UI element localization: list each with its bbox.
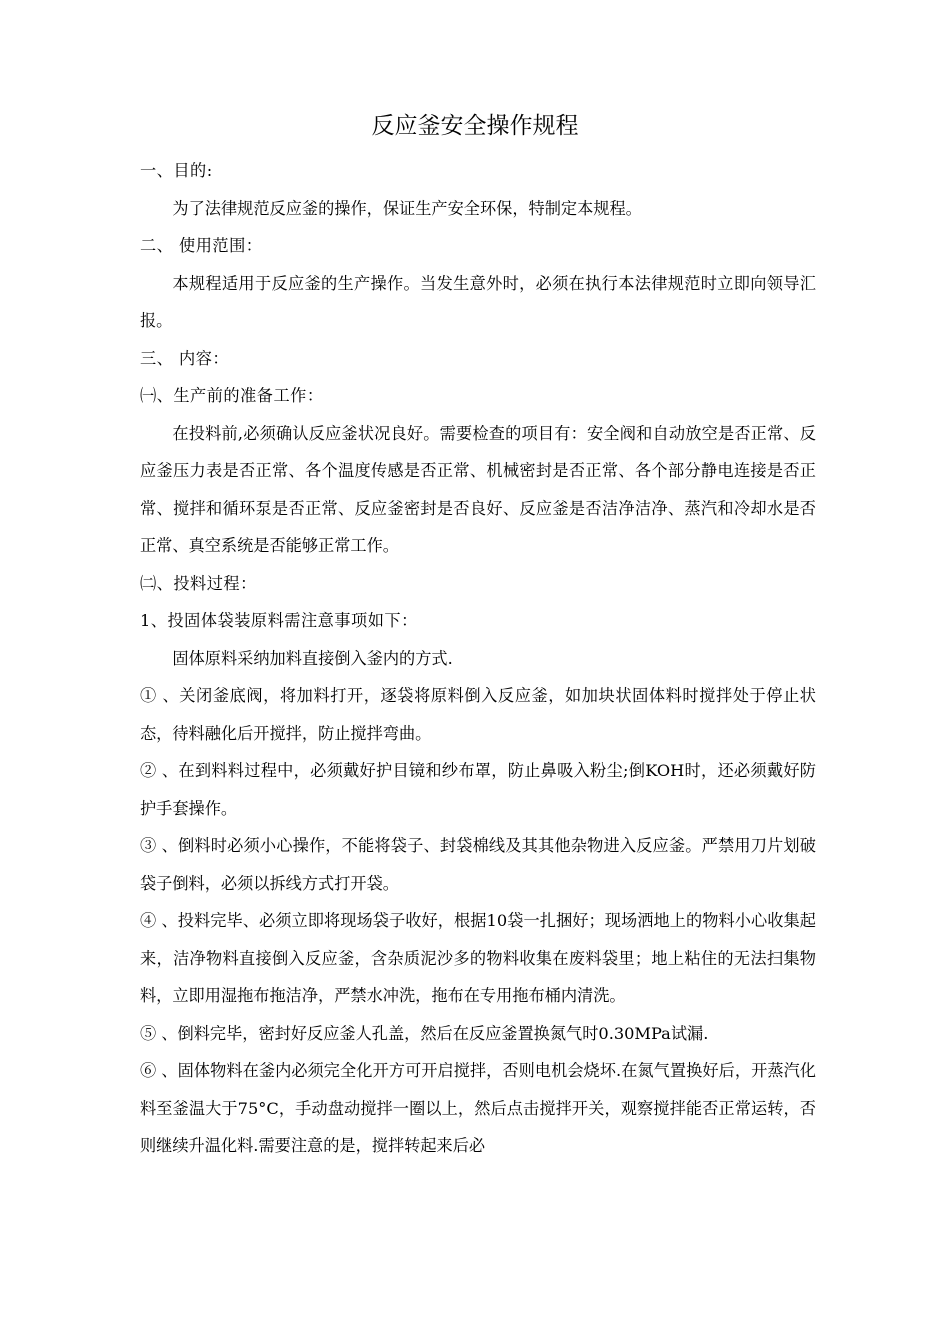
scope-heading: 二、 使用范围：: [140, 236, 263, 255]
prep-text: 在投料前,必须确认反应釜状况良好。需要检查的项目有：安全阀和自动放空是否正常、反应釜压力表是否正常、各个温度传感是否正常、机械密封是否正常、各个部分静电连接是否正常、搅拌和循环泵是否正常、反应釜密封是否良好、反应釜是否洁净洁净、蒸汽和冷却水是否正常、真空系统是否能够正常工作。: [140, 423, 816, 555]
scope-text: 本规程适用于反应釜的生产操作。当发生意外时，必须在执行本法律规范时立即向领导汇报。: [140, 273, 816, 330]
list-item-6: ⑥ 、固体物料在釜内必须完全化开方可开启搅拌，否则电机会烧坏.在氮气置换好后，开蒸汽化料至釜温大于75°C，手动盘动搅拌一圈以上，然后点击搅拌开关，观察搅拌能否正常运转，否则继续升温化料.需要注意的是，搅拌转起来后必: [140, 1061, 816, 1155]
document-title: 反应釜安全操作规程: [371, 113, 579, 139]
feeding-heading: ㈡、投料过程：: [140, 573, 257, 593]
list-item-2: ② 、在到料料过程中，必须戴好护目镜和纱布罩，防止鼻吸入粉尘;倒KOH时，还必须戴好防护手套操作。: [140, 761, 816, 818]
solid-heading: 1、投固体袋装原料需注意事项如下：: [140, 611, 418, 630]
prep-heading: ㈠、生产前的准备工作：: [140, 386, 324, 405]
list-item-3: ③ 、倒料时必须小心操作，不能将袋子、封袋棉线及其其他杂物进入反应釜。严禁用刀片划破袋子倒料，必须以拆线方式打开袋。: [140, 836, 816, 893]
content-heading: 三、 内容：: [140, 348, 230, 368]
purpose-heading: 一、目的:: [140, 161, 213, 180]
purpose-text: 为了法律规范反应釜的操作，保证生产安全环保，特制定本规程。: [172, 198, 642, 218]
list-item-5: ⑤ 、倒料完毕，密封好反应釜人孔盖，然后在反应釜置换氮气时0.30MPa试漏.: [140, 1023, 709, 1043]
document-body: [140, 152, 816, 1165]
list-item-1: ① 、关闭釜底阀，将加料打开，逐袋将原料倒入反应釜，如加块状固体料时搅拌处于停止状态，待料融化后开搅拌，防止搅拌弯曲。: [140, 686, 816, 743]
solid-intro: 固体原料采纳加料直接倒入釜内的方式.: [172, 648, 453, 668]
list-item-4: ④ 、投料完毕、必须立即将现场袋子收好，根据10袋一扎捆好；现场洒地上的物料小心收集起来，洁净物料直接倒入反应釜，含杂质泥沙多的物料收集在废料袋里；地上粘住的无法扫集物料，立即用湿拖布拖洁净，严禁水冲洗，拖布在专用拖布桶内清洗。: [140, 911, 816, 1005]
